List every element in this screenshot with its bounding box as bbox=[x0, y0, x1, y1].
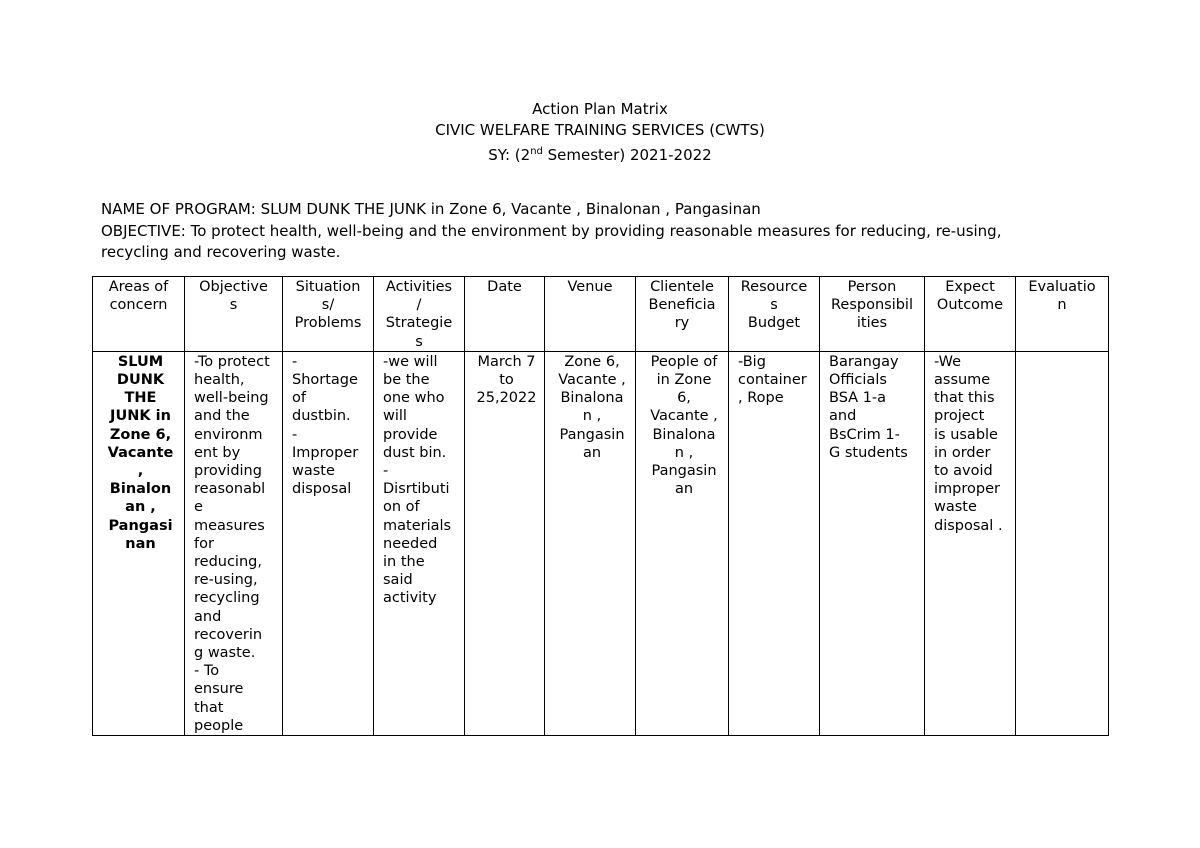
header-cell-objectives: Objective s bbox=[185, 277, 283, 352]
header-cell-clientele: Clientele Beneficia ry bbox=[636, 277, 729, 352]
action-plan-table bbox=[92, 276, 1109, 736]
header-cell-activities: Activities / Strategie s bbox=[374, 277, 465, 352]
header-cell-areas-of-concern: Areas of concern bbox=[93, 277, 185, 352]
header-school-year bbox=[0, 141, 1200, 166]
program-objective-line-1: OBJECTIVE: To protect health, well-being and the environment by providing reasonable measures for reducing, re-using, bbox=[101, 221, 1002, 240]
cell-venue: Zone 6, Vacante , Binalona n , Pangasin an bbox=[545, 351, 636, 735]
program-info bbox=[101, 199, 1111, 264]
header-cell-resources: Resource s Budget bbox=[729, 277, 820, 352]
document-header bbox=[0, 99, 1200, 166]
program-name: NAME OF PROGRAM: SLUM DUNK THE JUNK in Zone 6, Vacante , Binalonan , Pangasinan bbox=[101, 200, 761, 218]
cell-resources: -Big container , Rope bbox=[729, 351, 820, 735]
header-cell-evaluation: Evaluatio n bbox=[1016, 277, 1109, 352]
header-title: Action Plan Matrix bbox=[532, 100, 668, 118]
semester-ordinal-suffix: nd bbox=[530, 146, 543, 157]
cell-activities: -we will be the one who will provide dust bin. - Disrtibuti on of materials needed in the said activity bbox=[374, 351, 465, 735]
header-cell-date: Date bbox=[465, 277, 545, 352]
cell-person-responsibilities: Barangay Officials BSA 1-a and BsCrim 1- G students bbox=[820, 351, 925, 735]
cell-clientele: People of in Zone 6, Vacante , Binalona n , Pangasin an bbox=[636, 351, 729, 735]
program-objective-line-2: recycling and recovering waste. bbox=[101, 243, 341, 261]
school-year-suffix: Semester) 2021-2022 bbox=[542, 146, 712, 164]
cell-situations: - Shortage of dustbin. - Improper waste disposal bbox=[283, 351, 374, 735]
header-cell-expected-outcome: Expect Outcome bbox=[925, 277, 1016, 352]
cell-evaluation bbox=[1016, 351, 1109, 735]
table-header-row bbox=[93, 277, 1109, 352]
cell-date: March 7 to 25,2022 bbox=[465, 351, 545, 735]
cell-objectives: -To protect health, well-being and the environm ent by providing reasonabl e measures for reducing, re-using, recycling and recoverin g waste. - To ensure that people bbox=[185, 351, 283, 735]
table-row bbox=[93, 351, 1109, 735]
cell-areas-of-concern: SLUM DUNK THE JUNK in Zone 6, Vacante , Binalon an , Pangasi nan bbox=[93, 351, 185, 735]
header-cell-venue: Venue bbox=[545, 277, 636, 352]
header-cell-situations: Situation s/ Problems bbox=[283, 277, 374, 352]
school-year-prefix: SY: (2 bbox=[488, 146, 531, 164]
cell-expected-outcome: -We assume that this project is usable in order to avoid improper waste disposal . bbox=[925, 351, 1016, 735]
header-organization: CIVIC WELFARE TRAINING SERVICES (CWTS) bbox=[435, 121, 765, 139]
header-cell-person-responsibilities: Person Responsibil ities bbox=[820, 277, 925, 352]
